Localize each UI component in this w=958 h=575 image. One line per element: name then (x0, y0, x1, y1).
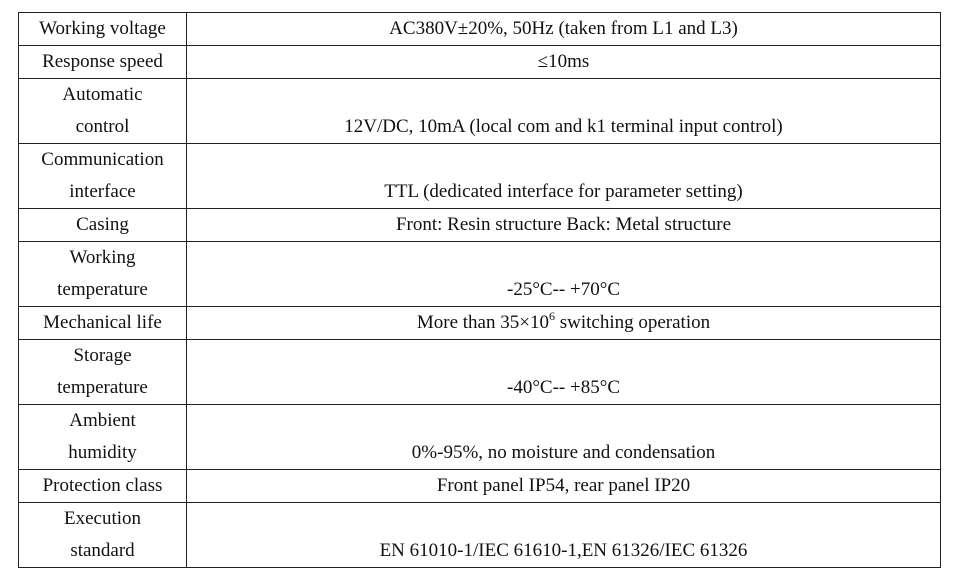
param-label: Working (69, 247, 136, 268)
value-text: More than 35×10 (416, 312, 549, 333)
value-cell: ≤10ms (187, 46, 941, 79)
value-cell: 12V/DC, 10mA (local com and k1 terminal input control) (187, 79, 941, 144)
param-label: temperature (57, 279, 148, 300)
param-label: Casing (76, 214, 129, 235)
table-row (19, 307, 941, 340)
param-label: control (75, 116, 130, 137)
table-row (19, 340, 941, 405)
table-row (19, 144, 941, 209)
exponent: 6 (548, 309, 555, 323)
param-cell (19, 340, 187, 405)
value-text: switching operation (554, 312, 711, 333)
param-cell (19, 13, 187, 46)
param-label: interface (69, 181, 136, 202)
spec-table (18, 12, 941, 568)
table-row (19, 46, 941, 79)
param-cell (19, 470, 187, 503)
value-cell: -25°C-- +70°C (187, 242, 941, 307)
value-cell: -40°C-- +85°C (187, 340, 941, 405)
value-cell: AC380V±20%, 50Hz (taken from L1 and L3) (187, 13, 941, 46)
value-cell (187, 307, 941, 340)
param-label: Mechanical life (43, 312, 162, 333)
value-cell: Front panel IP54, rear panel IP20 (187, 470, 941, 503)
param-label: Protection class (42, 475, 163, 496)
param-cell (19, 79, 187, 144)
value-cell: EN 61010-1/IEC 61610-1,EN 61326/IEC 61326 (187, 503, 941, 568)
table-row (19, 242, 941, 307)
param-label: Working voltage (39, 18, 166, 39)
param-cell (19, 503, 187, 568)
table-row (19, 503, 941, 568)
param-cell (19, 242, 187, 307)
param-label: Execution (63, 508, 142, 529)
value-cell: Front: Resin structure Back: Metal structure (187, 209, 941, 242)
table-row (19, 79, 941, 144)
table-row (19, 470, 941, 503)
param-label: standard (70, 540, 135, 561)
param-cell (19, 405, 187, 470)
param-cell (19, 144, 187, 209)
param-label: Ambient (69, 410, 136, 431)
param-label: Communication (41, 149, 164, 170)
param-cell (19, 209, 187, 242)
table-row (19, 209, 941, 242)
param-label: Automatic (62, 84, 143, 105)
param-label: Response speed (42, 51, 163, 72)
param-cell (19, 46, 187, 79)
param-cell (19, 307, 187, 340)
param-label: humidity (68, 442, 137, 463)
value-cell: 0%-95%, no moisture and condensation (187, 405, 941, 470)
value-cell: TTL (dedicated interface for parameter setting) (187, 144, 941, 209)
table-row (19, 13, 941, 46)
table-row (19, 405, 941, 470)
param-label: Storage (73, 345, 132, 366)
param-label: temperature (57, 377, 148, 398)
